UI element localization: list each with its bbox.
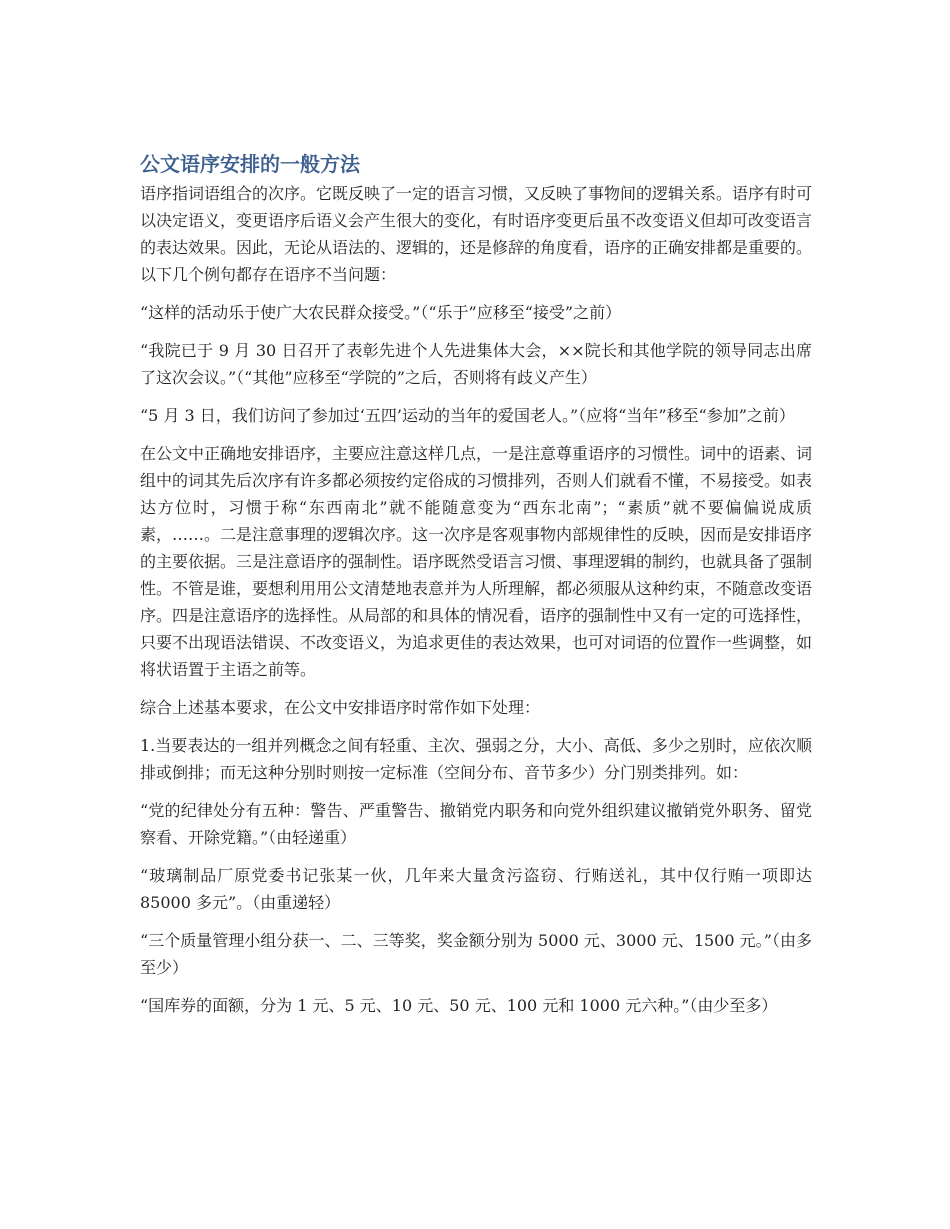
paragraph-example-3: “5 月 3 日，我们访问了参加过‘五四’运动的当年的爱国老人。”（应将“当年”移至“参加”之前）	[140, 406, 795, 425]
paragraph-quote-4: “国库券的面额，分为 1 元、5 元、10 元、50 元、100 元和 1000 元六种。”（由少至多）	[140, 996, 778, 1015]
paragraph-quote-2: “玻璃制品厂原党委书记张某一伙，几年来大量贪污盗窃、行贿送礼，其中仅行贿一项即达 85000 多元”。（由重递轻）	[140, 866, 812, 912]
paragraph-principles: 在公文中正确地安排语序，主要应注意这样几点，一是注意尊重语序的习惯性。词中的语素、词组中的词其先后次序有许多都必须按约定俗成的习惯排列，否则人们就看不懂，不易接受。如表达方位时，习惯于称“东西南北”就不能随意变为“西东北南”；“素质”就不要偏偏说成质素，……。二是注意事理的逻辑次序。这一次序是客观事物内部规律性的反映，因而是安排语序的主要依据。三是注意语序的强制性。语序既然受语言习惯、事理逻辑的制约，也就具备了强制性。不管是谁，要想利用用公文清楚地表意并为人所理解，都必须服从这种约束，不随意改变语序。四是注意语序的选择性。从局部的和具体的情况看，语序的强制性中又有一定的可选择性，只要不出现语法错误、不改变语义，为追求更佳的表达效果，也可对词语的位置作一些调整，如将状语置于主语之前等。	[140, 444, 813, 679]
paragraph-example-2: “我院已于 9 月 30 日召开了表彰先进个人先进集体大会，××院长和其他学院的领导同志出席了这次会议。”（“其他”应移至“学院的”之后，否则将有歧义产生）	[140, 341, 812, 387]
paragraph-summary: 综合上述基本要求，在公文中安排语序时常作如下处理：	[140, 698, 541, 717]
paragraph-intro: 语序指词语组合的次序。它既反映了一定的语言习惯，又反映了事物间的逻辑关系。语序有时可以决定语义，变更语序后语义会产生很大的变化，有时语序变更后虽不改变语义但却可改变语言的表达效果。因此，无论从语法的、逻辑的，还是修辞的角度看，语序的正确安排都是重要的。以下几个例句都存在语序不当问题：	[140, 184, 813, 284]
paragraph-rule-1: 1.当要表达的一组并列概念之间有轻重、主次、强弱之分，大小、高低、多少之别时，应依次顺排或倒排；而无这种分别时则按一定标准（空间分布、音节多少）分门别类排列。如：	[140, 736, 812, 782]
document-page	[140, 150, 812, 1030]
document-title: 公文语序安排的一般方法	[140, 152, 360, 176]
paragraph-example-1: “这样的活动乐于使广大农民群众接受。”（“乐于”应移至“接受”之前）	[140, 303, 622, 322]
paragraph-quote-3: “三个质量管理小组分获一、二、三等奖，奖金额分别为 5000 元、3000 元、1500 元。”（由多至少）	[140, 931, 812, 977]
paragraph-quote-1: “党的纪律处分有五种：警告、严重警告、撤销党内职务和向党外组织建议撤销党外职务、留党察看、开除党籍。”（由轻递重）	[140, 801, 812, 847]
